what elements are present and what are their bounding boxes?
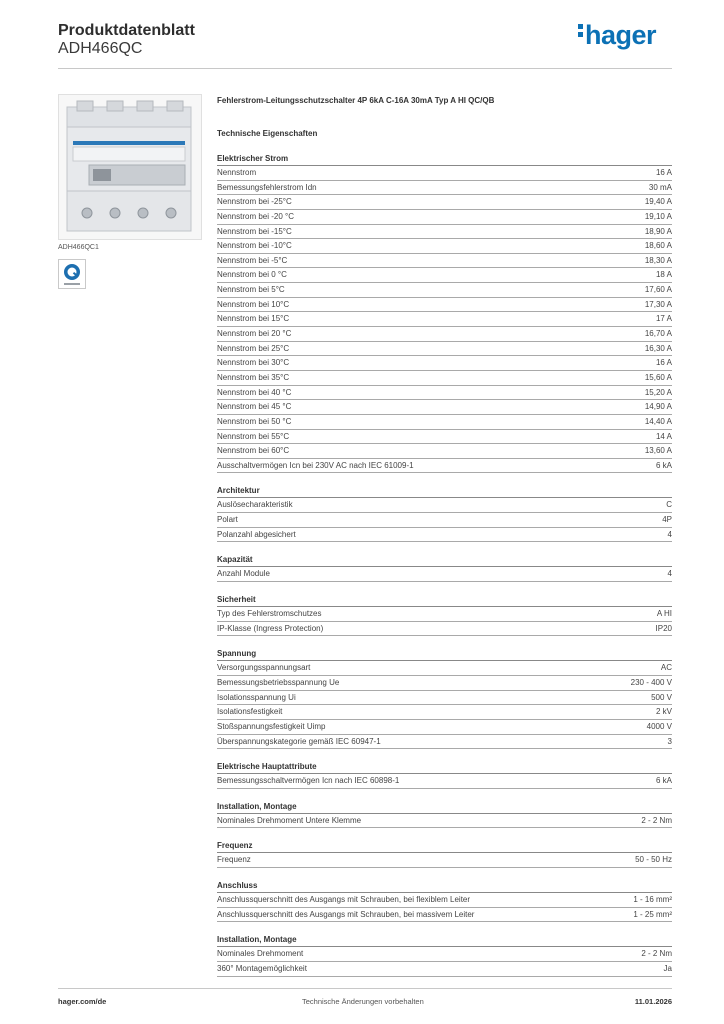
spec-value: 14,40 A	[644, 416, 672, 426]
spec-row	[217, 342, 672, 357]
image-caption: ADH466QC1	[58, 244, 99, 251]
spec-row	[217, 814, 672, 829]
section-title: Anschluss	[217, 880, 672, 893]
spec-label: Nennstrom bei -15°C	[217, 226, 292, 236]
spec-label: Nennstrom bei 60°C	[217, 446, 290, 456]
hager-logo[interactable]	[578, 20, 656, 51]
spec-label: Isolationsspannung Ui	[217, 692, 296, 702]
spec-label: Nennstrom bei 15°C	[217, 314, 290, 324]
spec-row	[217, 239, 672, 254]
spec-value: 13,60 A	[644, 446, 672, 456]
spec-row	[217, 498, 672, 513]
spec-value: 1 - 16 mm²	[633, 895, 672, 905]
spec-value: 17,30 A	[644, 299, 672, 309]
spec-value: 4P	[662, 515, 672, 525]
spec-section	[217, 840, 672, 868]
footer-website-link[interactable]: hager.com/de	[58, 997, 107, 1006]
spec-label: Polanzahl abgesichert	[217, 529, 296, 539]
spec-row	[217, 195, 672, 210]
spec-label: IP-Klasse (Ingress Protection)	[217, 623, 324, 633]
section-title: Elektrische Hauptattribute	[217, 761, 672, 774]
spec-value: C	[666, 500, 672, 510]
spec-value: 15,20 A	[644, 387, 672, 397]
spec-row	[217, 853, 672, 868]
spec-label: 360° Montagemöglichkeit	[217, 963, 307, 973]
spec-label: Nennstrom bei 5°C	[217, 285, 285, 295]
spec-value: 17 A	[655, 314, 672, 324]
spec-value: Ja	[663, 963, 672, 973]
spec-row	[217, 400, 672, 415]
spec-label: Ausschaltvermögen Icn bei 230V AC nach IEC 61009-1	[217, 460, 414, 470]
spec-label: Nennstrom	[217, 168, 257, 177]
logo-text: hager	[584, 20, 656, 50]
spec-content	[217, 96, 672, 977]
section-title: Spannung	[217, 648, 672, 661]
spec-row	[217, 268, 672, 283]
spec-value: 4000 V	[646, 721, 672, 731]
footer-date: 11.01.2026	[634, 997, 672, 1006]
spec-section	[217, 761, 672, 789]
spec-section	[217, 801, 672, 829]
spec-label: Nennstrom bei 45 °C	[217, 402, 292, 412]
spec-value: 2 - 2 Nm	[641, 815, 672, 825]
spec-label: Anschlussquerschnitt des Ausgangs mit Schrauben, bei massivem Leiter	[217, 909, 475, 919]
footer-disclaimer: Technische Änderungen vorbehalten	[302, 997, 424, 1006]
spec-value: 18,60 A	[644, 241, 672, 251]
spec-value: 17,60 A	[644, 285, 672, 295]
spec-row	[217, 735, 672, 750]
spec-row	[217, 327, 672, 342]
spec-row	[217, 430, 672, 445]
spec-value: 4	[667, 569, 672, 579]
logo-colon-icon	[578, 21, 583, 40]
spec-row	[217, 774, 672, 789]
spec-value: 19,40 A	[644, 197, 672, 207]
spec-row	[217, 893, 672, 908]
spec-row	[217, 691, 672, 706]
spec-label: Nennstrom bei 30°C	[217, 358, 290, 368]
spec-row	[217, 444, 672, 459]
spec-value: A HI	[656, 609, 672, 619]
spec-section	[217, 485, 672, 542]
spec-label: Frequenz	[217, 855, 251, 865]
spec-row	[217, 513, 672, 528]
product-name: Fehlerstrom-Leitungsschutzschalter 4P 6kA C-16A 30mA Typ A HI QC/QB	[217, 96, 495, 105]
spec-label: Isolationsfestigkeit	[217, 707, 283, 717]
spec-label: Polart	[217, 515, 238, 525]
spec-label: Nennstrom bei 40 °C	[217, 387, 292, 397]
spec-row	[217, 225, 672, 240]
spec-label: Nennstrom bei 35°C	[217, 372, 290, 382]
spec-value: 230 - 400 V	[630, 677, 672, 687]
spec-row	[217, 947, 672, 962]
spec-section	[217, 934, 672, 976]
spec-label: Nennstrom bei 10°C	[217, 299, 290, 309]
spec-value: 4	[667, 529, 672, 539]
spec-row	[217, 528, 672, 543]
spec-sections	[217, 153, 672, 977]
spec-label: Nennstrom bei 50 °C	[217, 416, 292, 426]
spec-value: 6 kA	[655, 776, 672, 786]
spec-value: 16,70 A	[644, 329, 672, 339]
breaker-device-icon	[59, 95, 201, 239]
spec-value: 2 - 2 Nm	[641, 949, 672, 959]
spec-value: 500 V	[651, 692, 672, 702]
spec-value: 14 A	[655, 431, 672, 441]
spec-label: Nennstrom bei -5°C	[217, 255, 288, 265]
section-title: Elektrischer Strom	[217, 153, 672, 166]
section-title: Installation, Montage	[217, 801, 672, 814]
spec-value: AC	[660, 663, 672, 673]
spec-label: Nominales Drehmoment	[217, 949, 304, 959]
spec-label: Bemessungsfehlerstrom Idn	[217, 182, 317, 192]
section-title: Installation, Montage	[217, 934, 672, 947]
spec-value: 16 A	[655, 168, 672, 177]
spec-row	[217, 720, 672, 735]
spec-label: Nennstrom bei -10°C	[217, 241, 292, 251]
spec-row	[217, 962, 672, 977]
spec-row	[217, 254, 672, 269]
spec-value: 6 kA	[655, 460, 672, 470]
spec-label: Nennstrom bei 55°C	[217, 431, 290, 441]
spec-label: Stoßspannungsfestigkeit Uimp	[217, 721, 326, 731]
spec-value: IP20	[655, 623, 672, 633]
spec-section	[217, 594, 672, 636]
spec-value: 16 A	[655, 358, 672, 368]
spec-label: Auslösecharakteristik	[217, 500, 293, 510]
tech-properties-heading: Technische Eigenschaften	[217, 129, 318, 138]
spec-value: 1 - 25 mm²	[633, 909, 672, 919]
spec-label: Typ des Fehlerstromschutzes	[217, 609, 322, 619]
spec-label: Nominales Drehmoment Untere Klemme	[217, 815, 362, 825]
section-title: Frequenz	[217, 840, 672, 853]
page-footer	[58, 997, 672, 1009]
spec-label: Anschlussquerschnitt des Ausgangs mit Schrauben, bei flexiblem Leiter	[217, 895, 471, 905]
spec-label: Bemessungsbetriebsspannung Ue	[217, 677, 340, 687]
spec-value: 16,30 A	[644, 343, 672, 353]
page-title: Produktdatenblatt	[58, 22, 195, 39]
image-column	[58, 94, 202, 289]
spec-row	[217, 181, 672, 196]
spec-value: 3	[667, 736, 672, 746]
spec-value: 18,30 A	[644, 255, 672, 265]
spec-row	[217, 622, 672, 637]
product-image	[58, 94, 202, 240]
spec-row	[217, 705, 672, 720]
spec-section	[217, 153, 672, 473]
spec-label: Überspannungskategorie gemäß IEC 60947-1	[217, 736, 381, 746]
spec-row	[217, 166, 672, 181]
spec-value: 15,60 A	[644, 372, 672, 382]
spec-section	[217, 648, 672, 749]
spec-row	[217, 298, 672, 313]
spec-label: Nennstrom bei -25°C	[217, 197, 292, 207]
spec-label: Nennstrom bei 0 °C	[217, 270, 287, 280]
spec-label: Nennstrom bei -20 °C	[217, 211, 295, 221]
header-divider	[58, 68, 672, 69]
footer-divider	[58, 988, 672, 989]
spec-row	[217, 415, 672, 430]
spec-row	[217, 210, 672, 225]
spec-value: 19,10 A	[644, 211, 672, 221]
section-title: Sicherheit	[217, 594, 672, 607]
spec-row	[217, 676, 672, 691]
spec-row	[217, 607, 672, 622]
spec-section	[217, 554, 672, 582]
spec-section	[217, 880, 672, 922]
spec-value: 14,90 A	[644, 402, 672, 412]
section-title: Kapazität	[217, 554, 672, 567]
spec-row	[217, 908, 672, 923]
spec-row	[217, 283, 672, 298]
spec-label: Nennstrom bei 20 °C	[217, 329, 292, 339]
spec-label: Bemessungsschaltvermögen Icn nach IEC 60898-1	[217, 776, 400, 786]
spec-row	[217, 661, 672, 676]
spec-label: Anzahl Module	[217, 569, 270, 579]
spec-row	[217, 386, 672, 401]
spec-row	[217, 371, 672, 386]
spec-row	[217, 312, 672, 327]
spec-row	[217, 459, 672, 474]
spec-value: 18 A	[655, 270, 672, 280]
spec-value: 50 - 50 Hz	[635, 855, 672, 865]
spec-row	[217, 356, 672, 371]
product-code: ADH466QC	[58, 40, 143, 57]
page-header	[58, 20, 672, 70]
spec-label: Nennstrom bei 25°C	[217, 343, 290, 353]
spec-row	[217, 567, 672, 582]
spec-value: 18,90 A	[644, 226, 672, 236]
spec-label: Versorgungsspannungsart	[217, 663, 311, 673]
section-title: Architektur	[217, 485, 672, 498]
spec-value: 2 kV	[655, 707, 672, 717]
spec-value: 30 mA	[648, 182, 672, 192]
quality-seal-icon	[58, 259, 86, 289]
